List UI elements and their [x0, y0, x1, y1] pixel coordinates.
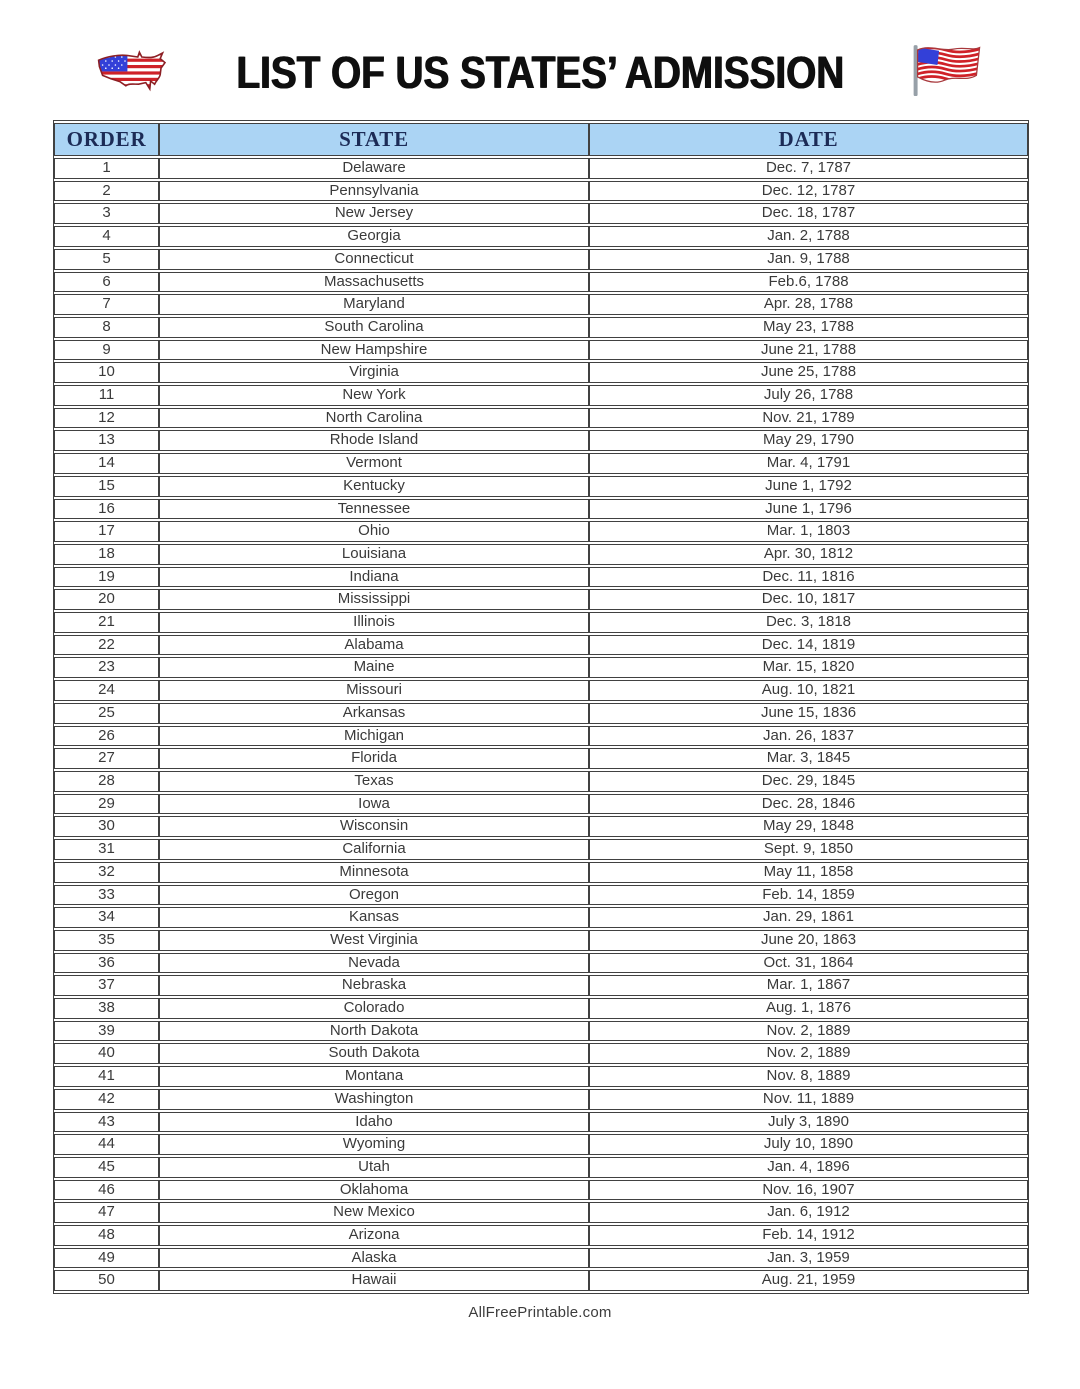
table-row: [54, 635, 1028, 656]
state-cell: Alaska: [159, 1248, 589, 1269]
column-header-state: STATE: [159, 123, 589, 156]
order-cell: 12: [54, 408, 159, 429]
date-cell: Apr. 28, 1788: [589, 294, 1028, 315]
page-title: LIST OF US STATES’ ADMISSION: [236, 47, 844, 98]
state-cell: Rhode Island: [159, 430, 589, 451]
order-cell: 38: [54, 998, 159, 1019]
date-cell: Mar. 1, 1803: [589, 521, 1028, 542]
date-cell: Oct. 31, 1864: [589, 953, 1028, 974]
state-cell: Kentucky: [159, 476, 589, 497]
date-cell: Dec. 7, 1787: [589, 158, 1028, 179]
table-row: [54, 317, 1028, 338]
table-row: [54, 1066, 1028, 1087]
table-row: [54, 748, 1028, 769]
order-cell: 45: [54, 1157, 159, 1178]
order-cell: 11: [54, 385, 159, 406]
page-footer: [0, 1304, 1080, 1321]
order-cell: 43: [54, 1112, 159, 1133]
state-cell: Virginia: [159, 362, 589, 383]
order-cell: 1: [54, 158, 159, 179]
date-cell: Nov. 2, 1889: [589, 1021, 1028, 1042]
date-cell: Aug. 1, 1876: [589, 998, 1028, 1019]
date-cell: June 20, 1863: [589, 930, 1028, 951]
table-row: [54, 953, 1028, 974]
state-cell: New Hampshire: [159, 340, 589, 361]
state-cell: Nevada: [159, 953, 589, 974]
state-cell: Hawaii: [159, 1270, 589, 1291]
state-cell: Ohio: [159, 521, 589, 542]
table-row: [54, 816, 1028, 837]
date-cell: June 1, 1796: [589, 499, 1028, 520]
date-cell: July 10, 1890: [589, 1134, 1028, 1155]
table-row: [54, 385, 1028, 406]
state-cell: Connecticut: [159, 249, 589, 270]
order-cell: 49: [54, 1248, 159, 1269]
order-cell: 28: [54, 771, 159, 792]
order-cell: 4: [54, 226, 159, 247]
table-row: [54, 203, 1028, 224]
date-cell: May 11, 1858: [589, 862, 1028, 883]
table-row: [54, 1089, 1028, 1110]
order-cell: 36: [54, 953, 159, 974]
table-row: [54, 703, 1028, 724]
table-row: [54, 453, 1028, 474]
table-row: [54, 1043, 1028, 1064]
date-cell: Aug. 10, 1821: [589, 680, 1028, 701]
order-cell: 33: [54, 885, 159, 906]
table-row: [54, 1157, 1028, 1178]
table-row: [54, 567, 1028, 588]
state-cell: Montana: [159, 1066, 589, 1087]
table-row: [54, 272, 1028, 293]
state-cell: California: [159, 839, 589, 860]
date-cell: Nov. 16, 1907: [589, 1180, 1028, 1201]
state-cell: Michigan: [159, 726, 589, 747]
state-cell: Alabama: [159, 635, 589, 656]
state-cell: North Carolina: [159, 408, 589, 429]
date-cell: Mar. 1, 1867: [589, 975, 1028, 996]
state-cell: Florida: [159, 748, 589, 769]
state-cell: Wyoming: [159, 1134, 589, 1155]
order-cell: 31: [54, 839, 159, 860]
order-cell: 25: [54, 703, 159, 724]
order-cell: 34: [54, 907, 159, 928]
column-header-order: ORDER: [54, 123, 159, 156]
waving-us-flag-icon: [907, 42, 987, 104]
state-cell: South Carolina: [159, 317, 589, 338]
table-header-row: [54, 123, 1028, 156]
date-cell: Dec. 3, 1818: [589, 612, 1028, 633]
table-row: [54, 930, 1028, 951]
order-cell: 5: [54, 249, 159, 270]
table-row: [54, 1021, 1028, 1042]
state-cell: Indiana: [159, 567, 589, 588]
order-cell: 27: [54, 748, 159, 769]
order-cell: 50: [54, 1270, 159, 1291]
date-cell: June 15, 1836: [589, 703, 1028, 724]
state-cell: Maryland: [159, 294, 589, 315]
table-row: [54, 589, 1028, 610]
date-cell: Nov. 8, 1889: [589, 1066, 1028, 1087]
order-cell: 8: [54, 317, 159, 338]
state-cell: Oregon: [159, 885, 589, 906]
state-cell: Nebraska: [159, 975, 589, 996]
date-cell: May 23, 1788: [589, 317, 1028, 338]
table-row: [54, 476, 1028, 497]
table-row: [54, 226, 1028, 247]
table-row: [54, 499, 1028, 520]
table-row: [54, 1225, 1028, 1246]
table-row: [54, 907, 1028, 928]
table-row: [54, 362, 1028, 383]
table-row: [54, 998, 1028, 1019]
order-cell: 20: [54, 589, 159, 610]
state-cell: Mississippi: [159, 589, 589, 610]
table-row: [54, 1180, 1028, 1201]
date-cell: Dec. 12, 1787: [589, 181, 1028, 202]
table-row: [54, 680, 1028, 701]
date-cell: Jan. 9, 1788: [589, 249, 1028, 270]
order-cell: 7: [54, 294, 159, 315]
state-cell: Utah: [159, 1157, 589, 1178]
date-cell: Jan. 29, 1861: [589, 907, 1028, 928]
order-cell: 14: [54, 453, 159, 474]
state-cell: Arizona: [159, 1225, 589, 1246]
table-row: [54, 294, 1028, 315]
date-cell: Dec. 14, 1819: [589, 635, 1028, 656]
date-cell: June 1, 1792: [589, 476, 1028, 497]
table-row: [54, 181, 1028, 202]
date-cell: May 29, 1848: [589, 816, 1028, 837]
order-cell: 35: [54, 930, 159, 951]
table-row: [54, 340, 1028, 361]
date-cell: Mar. 15, 1820: [589, 657, 1028, 678]
order-cell: 39: [54, 1021, 159, 1042]
date-cell: Nov. 2, 1889: [589, 1043, 1028, 1064]
date-cell: May 29, 1790: [589, 430, 1028, 451]
state-cell: North Dakota: [159, 1021, 589, 1042]
order-cell: 32: [54, 862, 159, 883]
page-header: [0, 0, 1080, 104]
order-cell: 48: [54, 1225, 159, 1246]
date-cell: Nov. 11, 1889: [589, 1089, 1028, 1110]
state-cell: Minnesota: [159, 862, 589, 883]
table-row: [54, 839, 1028, 860]
table-row: [54, 1270, 1028, 1291]
state-cell: Pennsylvania: [159, 181, 589, 202]
table-row: [54, 430, 1028, 451]
state-cell: New Jersey: [159, 203, 589, 224]
state-cell: Texas: [159, 771, 589, 792]
date-cell: June 21, 1788: [589, 340, 1028, 361]
order-cell: 19: [54, 567, 159, 588]
order-cell: 47: [54, 1202, 159, 1223]
table-row: [54, 771, 1028, 792]
date-cell: Aug. 21, 1959: [589, 1270, 1028, 1291]
table-row: [54, 885, 1028, 906]
state-cell: Georgia: [159, 226, 589, 247]
state-cell: Washington: [159, 1089, 589, 1110]
date-cell: Mar. 3, 1845: [589, 748, 1028, 769]
order-cell: 24: [54, 680, 159, 701]
date-cell: Jan. 2, 1788: [589, 226, 1028, 247]
table-row: [54, 249, 1028, 270]
date-cell: Jan. 4, 1896: [589, 1157, 1028, 1178]
order-cell: 37: [54, 975, 159, 996]
order-cell: 18: [54, 544, 159, 565]
table-row: [54, 1202, 1028, 1223]
date-cell: Feb.6, 1788: [589, 272, 1028, 293]
date-cell: Apr. 30, 1812: [589, 544, 1028, 565]
order-cell: 26: [54, 726, 159, 747]
table-row: [54, 1248, 1028, 1269]
date-cell: Dec. 29, 1845: [589, 771, 1028, 792]
state-cell: Delaware: [159, 158, 589, 179]
date-cell: Dec. 11, 1816: [589, 567, 1028, 588]
order-cell: 40: [54, 1043, 159, 1064]
table-row: [54, 1134, 1028, 1155]
date-cell: Dec. 28, 1846: [589, 794, 1028, 815]
order-cell: 15: [54, 476, 159, 497]
us-map-flag-icon: [93, 47, 173, 99]
state-cell: Iowa: [159, 794, 589, 815]
state-cell: South Dakota: [159, 1043, 589, 1064]
state-cell: Maine: [159, 657, 589, 678]
table-row: [54, 521, 1028, 542]
state-cell: New Mexico: [159, 1202, 589, 1223]
table-row: [54, 657, 1028, 678]
footer-site-name: AllFreePrintable.com: [468, 1304, 612, 1322]
state-cell: Louisiana: [159, 544, 589, 565]
state-cell: Tennessee: [159, 499, 589, 520]
table-row: [54, 975, 1028, 996]
date-cell: Jan. 3, 1959: [589, 1248, 1028, 1269]
table-row: [54, 612, 1028, 633]
order-cell: 22: [54, 635, 159, 656]
date-cell: Dec. 10, 1817: [589, 589, 1028, 610]
order-cell: 21: [54, 612, 159, 633]
date-cell: Dec. 18, 1787: [589, 203, 1028, 224]
states-admission-table: [53, 120, 1029, 1294]
date-cell: Jan. 6, 1912: [589, 1202, 1028, 1223]
date-cell: July 3, 1890: [589, 1112, 1028, 1133]
order-cell: 17: [54, 521, 159, 542]
date-cell: Mar. 4, 1791: [589, 453, 1028, 474]
state-cell: Vermont: [159, 453, 589, 474]
state-cell: Wisconsin: [159, 816, 589, 837]
column-header-date: DATE: [589, 123, 1028, 156]
date-cell: Sept. 9, 1850: [589, 839, 1028, 860]
table-row: [54, 862, 1028, 883]
order-cell: 46: [54, 1180, 159, 1201]
state-cell: New York: [159, 385, 589, 406]
state-cell: Colorado: [159, 998, 589, 1019]
state-cell: Illinois: [159, 612, 589, 633]
table-row: [54, 794, 1028, 815]
order-cell: 41: [54, 1066, 159, 1087]
order-cell: 9: [54, 340, 159, 361]
date-cell: Jan. 26, 1837: [589, 726, 1028, 747]
date-cell: Feb. 14, 1912: [589, 1225, 1028, 1246]
state-cell: West Virginia: [159, 930, 589, 951]
order-cell: 3: [54, 203, 159, 224]
order-cell: 2: [54, 181, 159, 202]
state-cell: Kansas: [159, 907, 589, 928]
state-cell: Massachusetts: [159, 272, 589, 293]
order-cell: 6: [54, 272, 159, 293]
state-cell: Missouri: [159, 680, 589, 701]
table-row: [54, 1112, 1028, 1133]
order-cell: 23: [54, 657, 159, 678]
state-cell: Arkansas: [159, 703, 589, 724]
order-cell: 42: [54, 1089, 159, 1110]
date-cell: July 26, 1788: [589, 385, 1028, 406]
order-cell: 10: [54, 362, 159, 383]
date-cell: Nov. 21, 1789: [589, 408, 1028, 429]
order-cell: 44: [54, 1134, 159, 1155]
date-cell: June 25, 1788: [589, 362, 1028, 383]
order-cell: 13: [54, 430, 159, 451]
date-cell: Feb. 14, 1859: [589, 885, 1028, 906]
table-row: [54, 544, 1028, 565]
state-cell: Oklahoma: [159, 1180, 589, 1201]
table-row: [54, 408, 1028, 429]
order-cell: 29: [54, 794, 159, 815]
order-cell: 30: [54, 816, 159, 837]
table-row: [54, 726, 1028, 747]
state-cell: Idaho: [159, 1112, 589, 1133]
table-row: [54, 158, 1028, 179]
order-cell: 16: [54, 499, 159, 520]
